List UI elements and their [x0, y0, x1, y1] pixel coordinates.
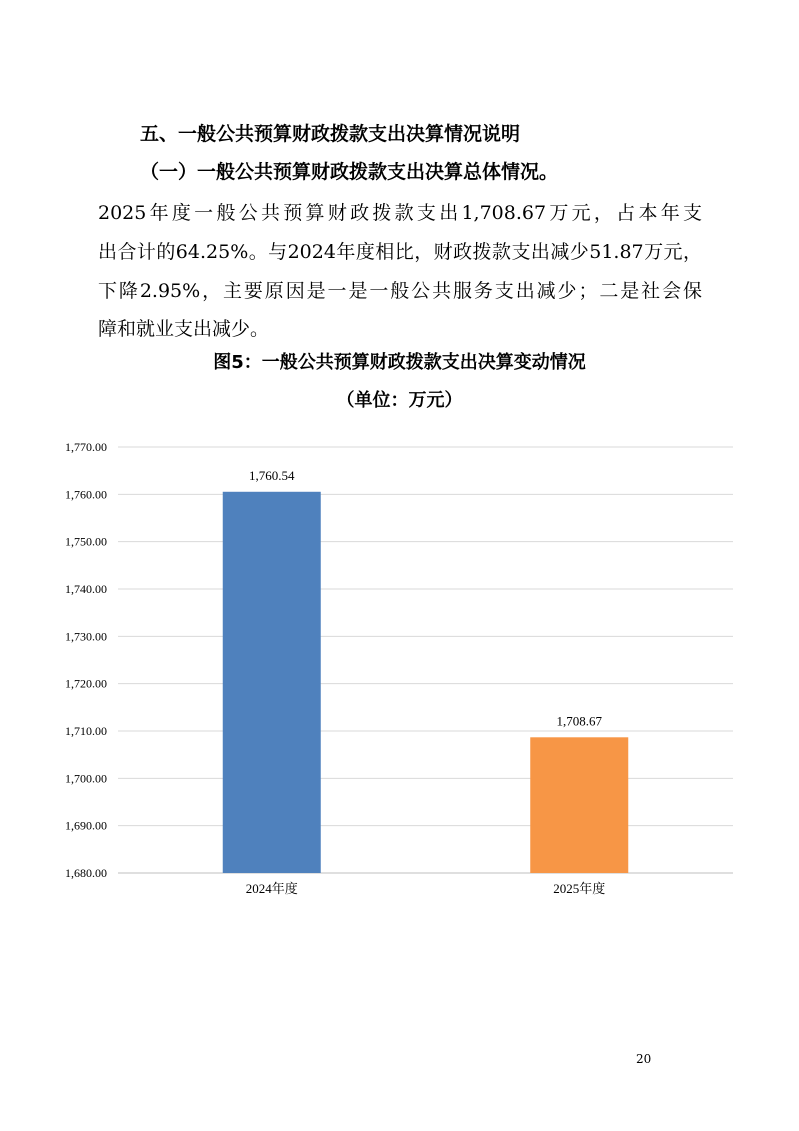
paragraph-line: 2025年度一般公共预算财政拨款支出1,708.67万元，占本年支: [98, 202, 702, 224]
page-number: 20: [636, 1052, 652, 1066]
x-tick-label: 2025年度: [553, 881, 606, 896]
section-heading: 五、一般公共预算财政拨款支出决算情况说明: [140, 123, 521, 145]
paragraph-line: 下降2.95%，主要原因是一是一般公共服务支出减少；二是社会保: [98, 280, 702, 302]
y-tick-label: 1,750.00: [65, 534, 107, 549]
figure-unit: （单位：万元）: [336, 390, 463, 411]
figure-title: 图5：一般公共预算财政拨款支出决算变动情况: [213, 352, 586, 373]
y-tick-label: 1,740.00: [65, 582, 107, 596]
y-tick-label: 1,710.00: [65, 724, 107, 738]
y-tick-label: 1,730.00: [65, 629, 107, 644]
bar: [223, 492, 321, 873]
paragraph-line: 出合计的64.25%。与2024年度相比，财政拨款支出减少51.87万元，: [98, 241, 702, 263]
y-tick-label: 1,770.00: [65, 440, 107, 454]
bar-chart: [0, 430, 799, 910]
y-tick-label: 1,680.00: [65, 866, 107, 880]
x-tick-label: 2024年度: [245, 881, 298, 896]
y-tick-label: 1,700.00: [65, 771, 107, 786]
y-tick-label: 1,760.00: [65, 487, 107, 502]
subsection-heading: （一）一般公共预算财政拨款支出决算总体情况。: [140, 161, 559, 183]
y-tick-label: 1,720.00: [65, 676, 107, 691]
y-tick-label: 1,690.00: [65, 818, 107, 833]
data-label: 1,708.67: [556, 713, 602, 729]
bar: [530, 737, 628, 873]
paragraph-line: 障和就业支出减少。: [98, 318, 270, 340]
data-label: 1,760.54: [249, 467, 295, 483]
